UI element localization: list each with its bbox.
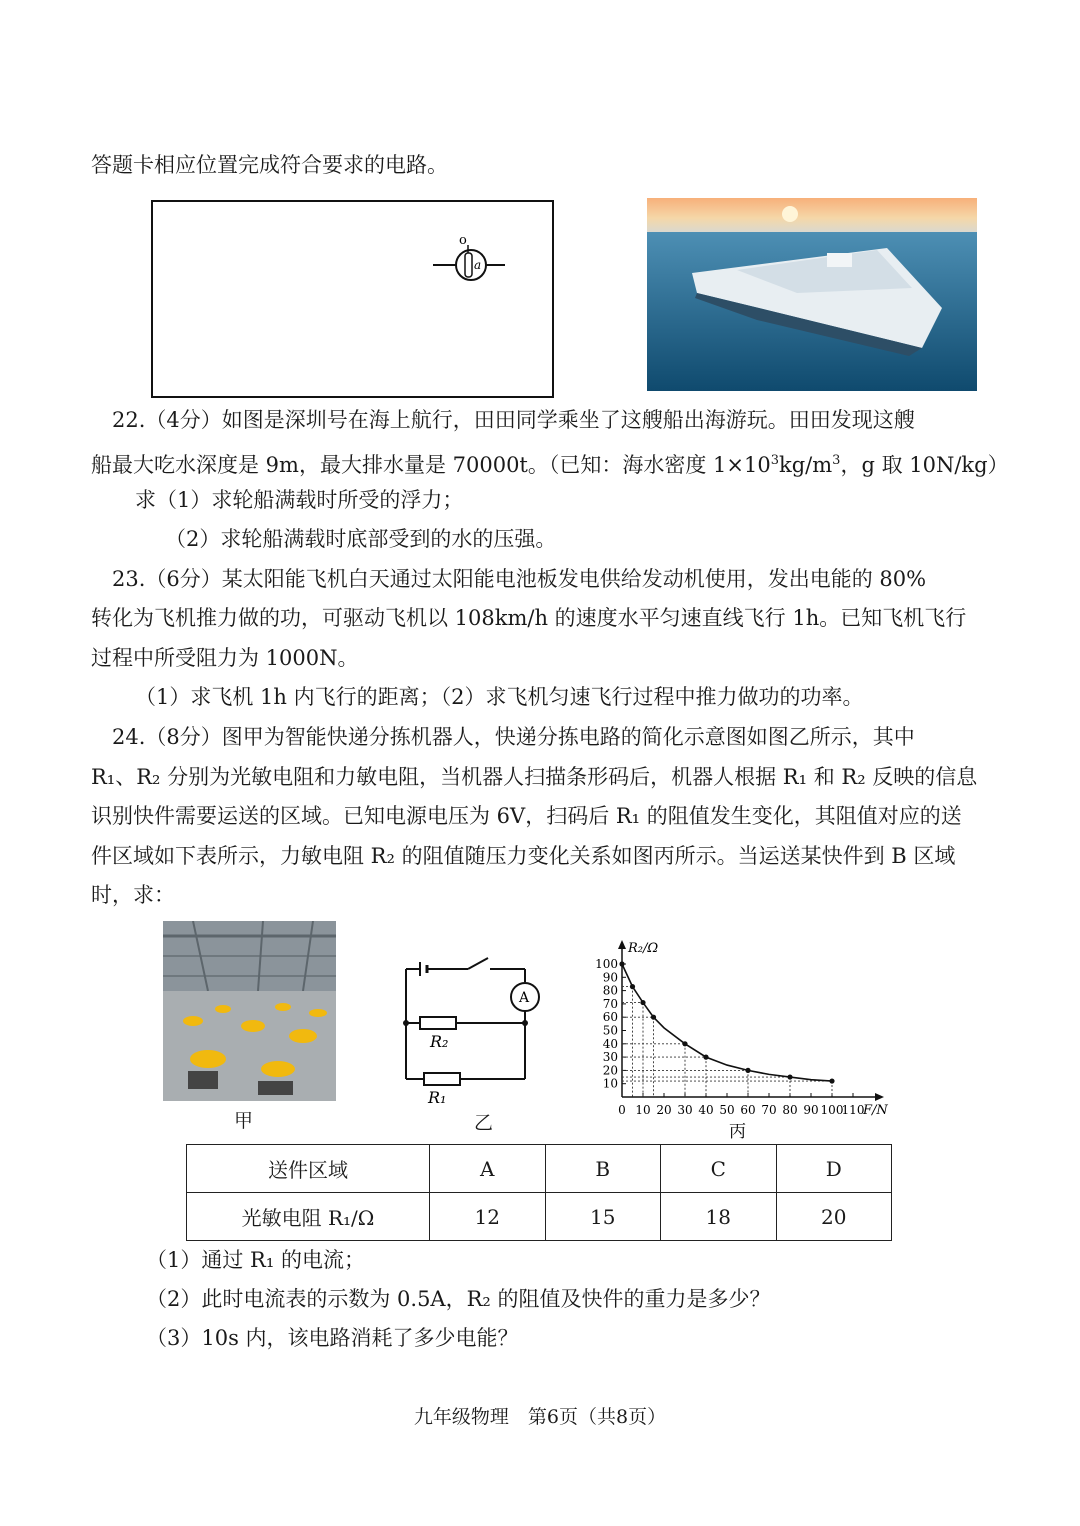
table-cell: 12 — [430, 1193, 546, 1241]
table-cell: 18 — [661, 1193, 777, 1241]
data-point — [630, 984, 635, 989]
data-point — [640, 1000, 645, 1005]
q24-sub1: （1）通过 R₁ 的电流； — [146, 1248, 365, 1272]
data-point — [745, 1068, 750, 1073]
q24-sub3: （3）10s 内，该电路消耗了多少电能？ — [146, 1326, 519, 1350]
meter-symbol — [153, 202, 552, 396]
x-tick-label: 0 — [618, 1103, 626, 1117]
y-tick-label: 70 — [602, 996, 618, 1011]
table-cell: B — [545, 1145, 661, 1193]
q24-line1: 24.（8分）图甲为智能快递分拣机器人，快递分拣电路的简化示意图如图乙所示，其中 — [112, 725, 915, 749]
data-point — [651, 1015, 656, 1020]
y-tick-label: 10 — [602, 1076, 618, 1091]
data-point — [619, 961, 624, 966]
intro-line: 答题卡相应位置完成符合要求的电路。 — [91, 153, 448, 177]
x-tick-label: 70 — [761, 1103, 777, 1117]
r2-label: R₂ — [430, 1032, 449, 1051]
cruise-ship-photo — [647, 198, 977, 391]
y-tick-label: 40 — [602, 1036, 618, 1051]
x-tick-label: 80 — [782, 1103, 798, 1117]
q23-line4: （1）求飞机 1h 内飞行的距离；（2）求飞机匀速飞行过程中推力做功的功率。 — [135, 685, 864, 709]
r2-force-chart — [590, 930, 900, 1145]
x-axis-arrow — [875, 1093, 884, 1101]
x-tick-label: 60 — [740, 1103, 756, 1117]
y-axis-label: R₂/Ω — [628, 941, 659, 956]
x-tick-label: 110 — [841, 1103, 865, 1117]
r1-label: R₁ — [428, 1088, 447, 1104]
caption-bing: 丙 — [729, 1122, 746, 1142]
x-tick-label: 10 — [635, 1103, 651, 1117]
q22-line1: 22.（4分）如图是深圳号在海上航行，田田同学乘坐了这艘船出海游玩。田田发现这艘 — [112, 408, 915, 432]
q22-line2: 船最大吃水深度是 9m，最大排水量是 70000t。（已知：海水密度 $1\times 10^3kg/m^3$，g 取 10N/kg） — [91, 453, 1009, 477]
x-tick-label: 50 — [719, 1103, 735, 1117]
table-row — [187, 1145, 892, 1193]
y-tick-label: 50 — [602, 1023, 618, 1038]
x-tick-label: 90 — [803, 1103, 819, 1117]
x-axis-label: F/N — [863, 1103, 888, 1118]
table-row-header: 光敏电阻 R₁/Ω — [187, 1193, 430, 1241]
q23-line3: 过程中所受阻力为 1000N。 — [91, 646, 359, 670]
y-tick-label: 80 — [602, 983, 618, 998]
data-point — [787, 1074, 792, 1079]
table-cell: 15 — [545, 1193, 661, 1241]
data-point — [829, 1078, 834, 1083]
x-tick-label: 20 — [656, 1103, 672, 1117]
caption-jia: 甲 — [234, 1110, 254, 1132]
table-cell: C — [661, 1145, 777, 1193]
y-tick-label: 90 — [602, 970, 618, 985]
table-cell: D — [776, 1145, 892, 1193]
table-row-header: 送件区域 — [187, 1145, 430, 1193]
q22-sub2: （2）求轮船满载时底部受到的水的压强。 — [165, 527, 557, 551]
caption-yi: 乙 — [474, 1112, 494, 1134]
x-tick-label: 100 — [820, 1103, 844, 1117]
x-tick-label: 40 — [698, 1103, 714, 1117]
q23-line1: 23.（6分）某太阳能飞机白天通过太阳能电池板发电供给发动机使用，发出电能的 80% — [112, 567, 927, 591]
table-cell: A — [430, 1145, 546, 1193]
data-point — [703, 1055, 708, 1060]
sorting-circuit-diagram — [396, 954, 556, 1104]
q24-line2: R₁、R₂ 分别为光敏电阻和力敏电阻，当机器人扫描条形码后，机器人根据 R₁ 和 R₂ 反映的信息 — [91, 765, 978, 789]
zone-resistance-table — [186, 1144, 892, 1241]
data-point — [682, 1041, 687, 1046]
q24-line5: 时，求： — [91, 883, 175, 907]
meter-top-label: o — [459, 233, 467, 248]
ammeter-label: A — [519, 990, 530, 1006]
table-row — [187, 1193, 892, 1241]
q24-line4: 件区域如下表所示，力敏电阻 R₂ 的阻值随压力变化关系如图丙所示。当运送某快件到 B 区域 — [91, 844, 956, 868]
y-axis-arrow — [618, 940, 626, 949]
q22-sub1: 求（1）求轮船满载时所受的浮力； — [135, 488, 464, 512]
q23-line2: 转化为飞机推力做的功，可驱动飞机以 108km/h 的速度水平匀速直线飞行 1h。已知飞机飞行 — [91, 606, 967, 630]
y-tick-label: 60 — [602, 1010, 618, 1025]
y-tick-label: 20 — [602, 1063, 618, 1078]
q24-sub2: （2）此时电流表的示数为 0.5A，R₂ 的阻值及快件的重力是多少？ — [146, 1287, 771, 1311]
meter-label: a — [474, 258, 482, 272]
robot-warehouse-photo — [163, 921, 336, 1101]
x-tick-label: 30 — [677, 1103, 693, 1117]
q24-line3: 识别快件需要运送的区域。已知电源电压为 6V，扫码后 R₁ 的阻值发生变化，其阻值对应的送 — [91, 804, 962, 828]
page-footer: 九年级物理 第6页（共8页） — [413, 1406, 667, 1428]
y-tick-label: 30 — [602, 1050, 618, 1065]
circuit-answer-box — [151, 200, 554, 398]
table-cell: 20 — [776, 1193, 892, 1241]
y-tick-label: 100 — [595, 957, 618, 971]
